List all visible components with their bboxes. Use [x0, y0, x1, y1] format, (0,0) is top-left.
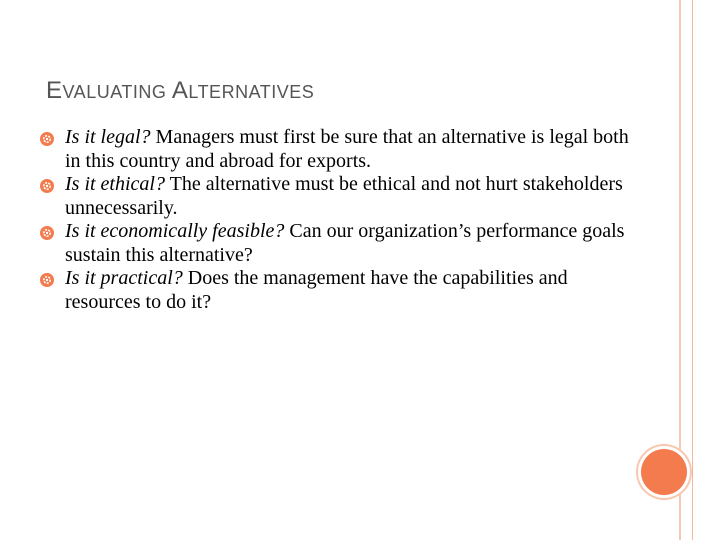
slide-title: [46, 76, 314, 107]
bullet-text: Does the management have the capabilities and resources to do it?: [65, 267, 568, 313]
bullet-question: Is it legal?: [65, 126, 151, 148]
bullet-text: The alternative must be ethical and not hurt stakeholders unnecessarily.: [65, 173, 623, 219]
title-initial-1: E: [46, 77, 63, 104]
decorative-circle: [641, 449, 687, 495]
bullet-question: Is it ethical?: [65, 173, 165, 195]
gear-icon: [40, 132, 54, 146]
bullet-item-economic: [40, 220, 640, 267]
right-border-thin-line: [692, 0, 693, 540]
bullet-text: Managers must first be sure that an alternative is legal both in this country and abroad for exports.: [65, 126, 629, 172]
gear-icon: [40, 226, 54, 240]
bullet-text: Can our organization’s performance goals sustain this alternative?: [65, 220, 625, 266]
title-part-1: VALUATING: [62, 82, 172, 102]
bullet-item-practical: [40, 267, 640, 314]
bullet-question: Is it economically feasible?: [65, 220, 285, 242]
title-part-2: LTERNATIVES: [188, 82, 315, 102]
bullet-question: Is it practical?: [65, 267, 183, 289]
bullet-item-legal: [40, 126, 640, 173]
gear-icon: [40, 179, 54, 193]
bullet-item-ethical: [40, 173, 640, 220]
bullet-list: [40, 126, 640, 314]
title-initial-2: A: [171, 77, 189, 104]
gear-icon: [40, 273, 54, 287]
